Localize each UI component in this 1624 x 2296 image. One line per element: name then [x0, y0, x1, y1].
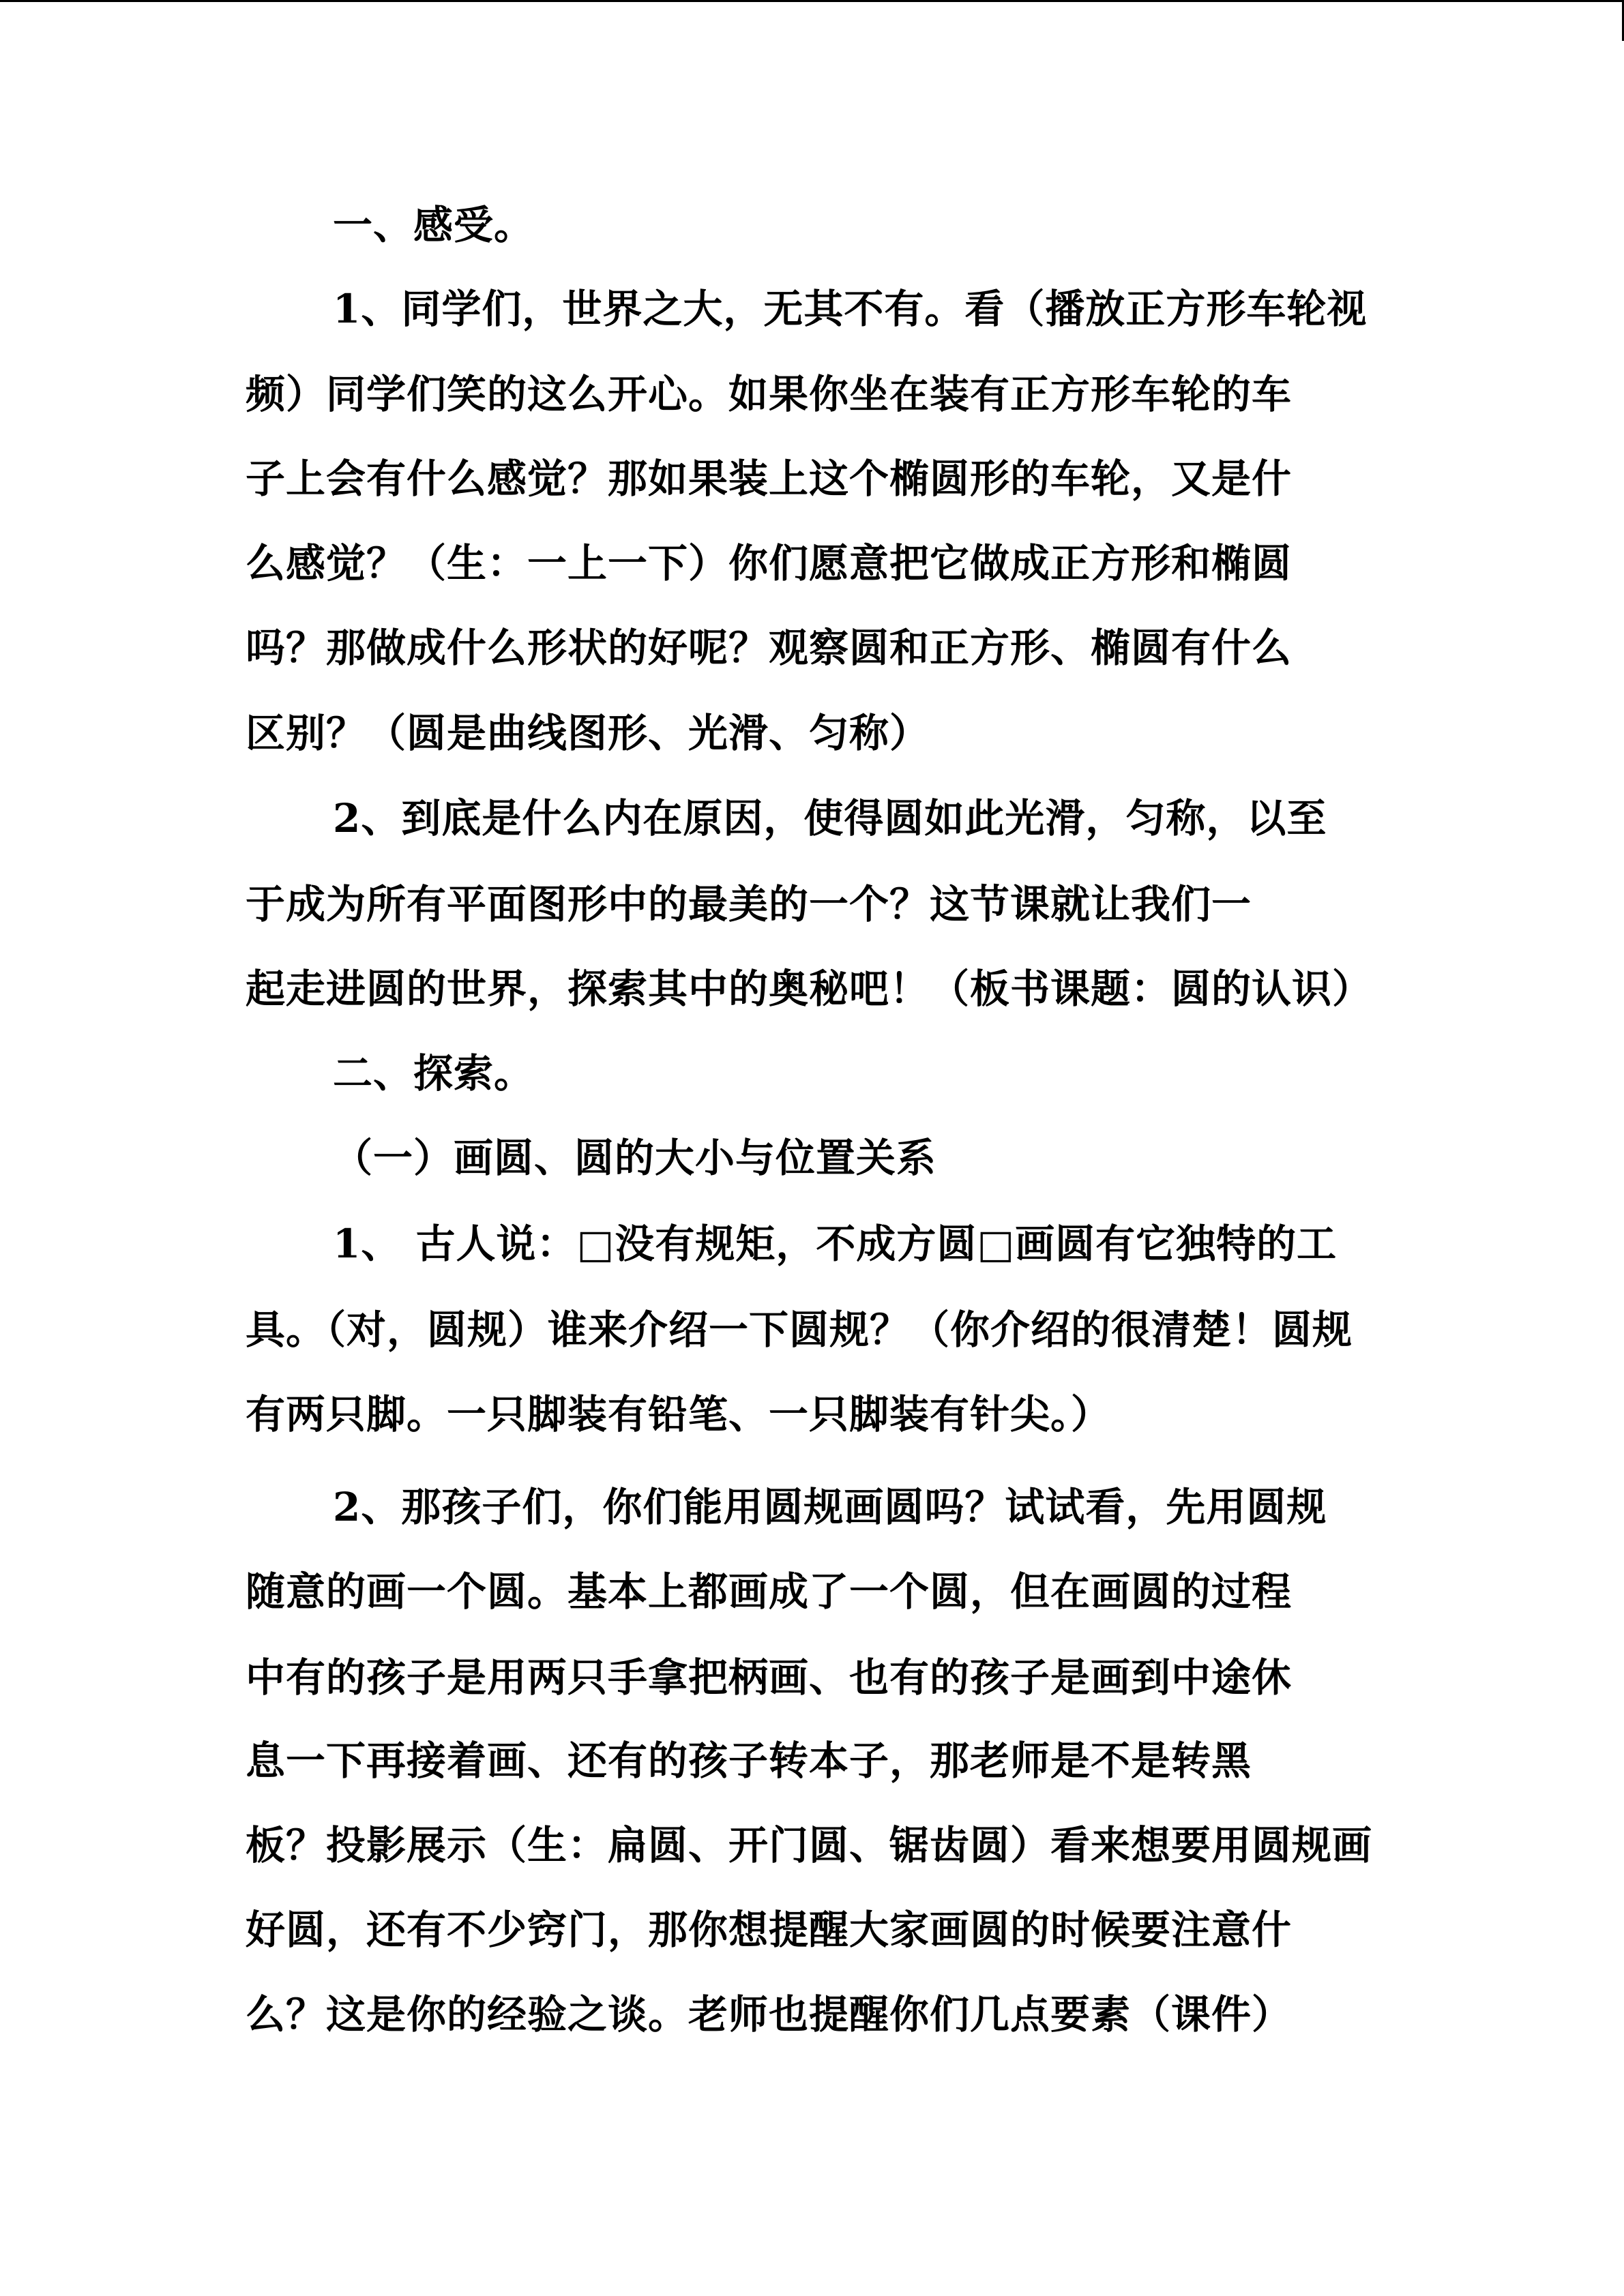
paragraph-3-line-1: 1、 古人说：□没有规矩，不成方圆□画圆有它独特的工 [333, 1221, 1338, 1267]
paragraph-4-line-2: 随意的画一个圆。基本上都画成了一个圆，但在画圆的过程 [246, 1568, 1293, 1615]
paragraph-2-line-2: 于成为所有平面图形中的最美的一个？这节课就让我们一 [246, 881, 1252, 927]
paragraph-4-line-5: 板？投影展示（生：扁圆、开门圆、锯齿圆）看来想要用圆规画 [246, 1822, 1373, 1868]
paragraph-1-line-4: 么感觉？（生：一上一下）你们愿意把它做成正方形和椭圆 [246, 540, 1293, 586]
paragraph-4-line-1: 2、那孩子们，你们能用圆规画圆吗？试试看，先用圆规 [333, 1484, 1327, 1530]
heading-tansuo: 二、探索。 [333, 1050, 535, 1097]
paragraph-2-line-1: 2、到底是什么内在原因，使得圆如此光滑，匀称，以至 [333, 795, 1327, 841]
paragraph-4-line-7: 么？这是你的经验之谈。老师也提醒你们几点要素（课件） [246, 1991, 1293, 2038]
paragraph-3-line-2: 具。（对，圆规）谁来介绍一下圆规？（你介绍的很清楚！圆规 [246, 1307, 1353, 1353]
paragraph-3-line-3: 有两只脚。一只脚装有铅笔、一只脚装有针尖。） [246, 1391, 1112, 1437]
subheading-huayuan: （一）画圆、圆的大小与位置关系 [333, 1135, 937, 1181]
top-border [0, 0, 1624, 2]
paragraph-1-line-1: 1、同学们，世界之大，无其不有。看（播放正方形车轮视 [333, 286, 1368, 332]
paragraph-4-line-6: 好圆，还有不少窍门，那你想提醒大家画圆的时候要注意什 [246, 1907, 1293, 1953]
paragraph-1-line-6: 区别？（圆是曲线图形、光滑、匀称） [246, 710, 930, 756]
paragraph-2-line-3: 起走进圆的世界，探索其中的奥秘吧！（板书课题：圆的认识） [246, 966, 1373, 1012]
paragraph-1-line-2: 频）同学们笑的这么开心。如果你坐在装有正方形车轮的车 [246, 371, 1293, 417]
paragraph-1-line-3: 子上会有什么感觉？那如果装上这个椭圆形的车轮，又是什 [246, 456, 1293, 502]
heading-ganshou: 一、感受。 [333, 202, 535, 248]
paragraph-4-line-4: 息一下再接着画、还有的孩子转本子，那老师是不是转黑 [246, 1738, 1252, 1784]
paragraph-4-line-3: 中有的孩子是用两只手拿把柄画、也有的孩子是画到中途休 [246, 1654, 1293, 1701]
paragraph-1-line-5: 吗？那做成什么形状的好呢？观察圆和正方形、椭圆有什么 [246, 625, 1293, 671]
